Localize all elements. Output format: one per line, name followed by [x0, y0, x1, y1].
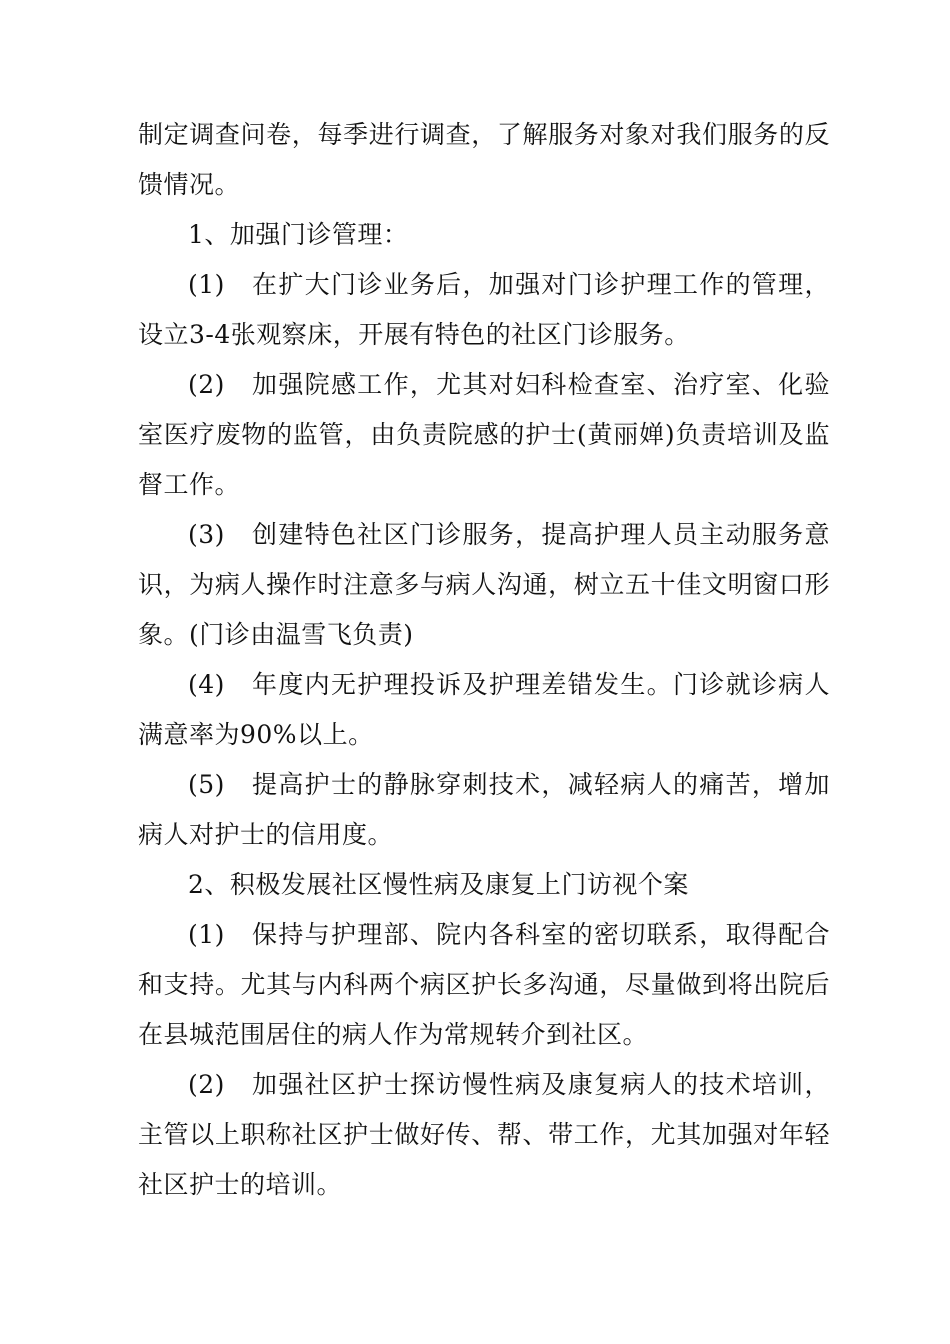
list-item-community-1: (1) 保持与护理部、院内各科室的密切联系，取得配合和支持。尤其与内科两个病区护长多沟通，尽量做到将出院后在县城范围居住的病人作为常规转介到社区。 [138, 920, 830, 1049]
list-item-outpatient-1: (1) 在扩大门诊业务后，加强对门诊护理工作的管理，设立3-4张观察床，开展有特色的社区门诊服务。 [138, 270, 830, 349]
list-item-outpatient-2: (2) 加强院感工作，尤其对妇科检查室、治疗室、化验室医疗废物的监管，由负责院感的护士(黄丽婵)负责培训及监督工作。 [138, 370, 830, 499]
paragraph-intro-continuation: 制定调查问卷，每季进行调查，了解服务对象对我们服务的反馈情况。 [138, 120, 830, 199]
list-item-community-2: (2) 加强社区护士探访慢性病及康复病人的技术培训，主管以上职称社区护士做好传、帮、带工作，尤其加强对年轻社区护士的培训。 [138, 1070, 830, 1199]
list-item-outpatient-3: (3) 创建特色社区门诊服务，提高护理人员主动服务意识，为病人操作时注意多与病人沟通，树立五十佳文明窗口形象。(门诊由温雪飞负责) [138, 520, 830, 649]
heading-outpatient-management: 1、加强门诊管理： [188, 220, 409, 249]
heading-community-chronic-care: 2、积极发展社区慢性病及康复上门访视个案 [188, 870, 689, 899]
document-body [138, 110, 830, 1210]
list-item-outpatient-4: (4) 年度内无护理投诉及护理差错发生。门诊就诊病人满意率为90%以上。 [138, 670, 830, 749]
list-item-outpatient-5: (5) 提高护士的静脉穿刺技术，减轻病人的痛苦，增加病人对护士的信用度。 [138, 770, 830, 849]
